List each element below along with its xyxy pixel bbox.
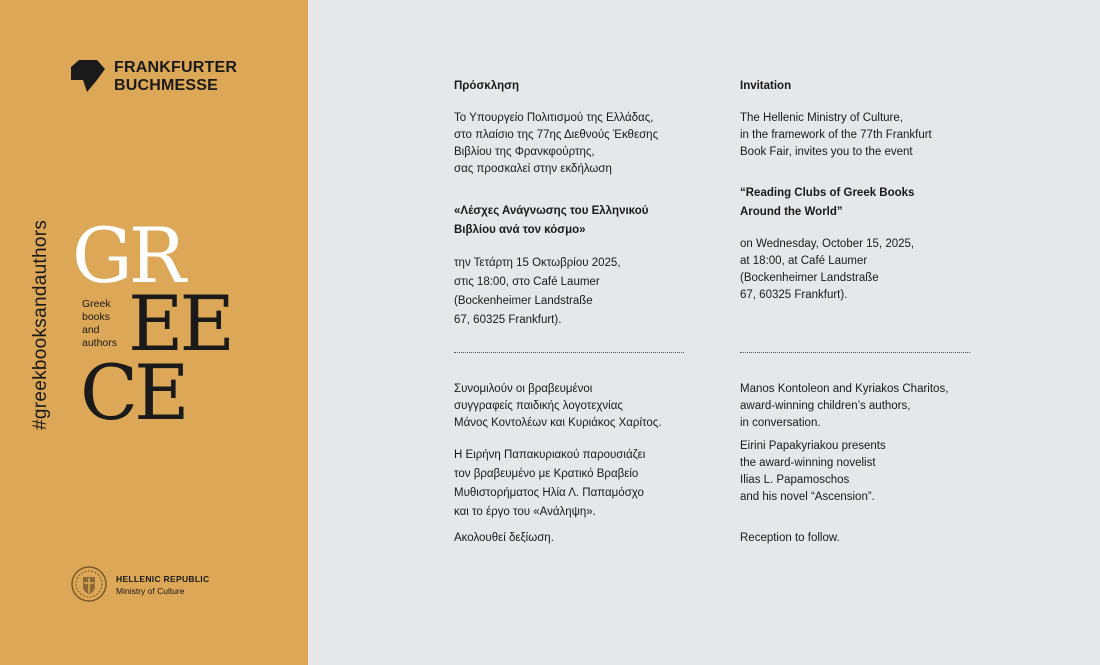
greek-speakers: Συνομιλούν οι βραβευμένοι συγγραφείς παιδικής λογοτεχνίας Μάνος Κοντολέων και Κυριάκος Χαρίτος. (454, 383, 662, 429)
greece-gr: GR (72, 211, 182, 300)
left-panel (0, 0, 308, 665)
hellenic-republic-seal-icon (71, 566, 107, 602)
english-divider (740, 352, 970, 353)
greek-intro: Το Υπουργείο Πολιτισμού της Ελλάδας, στο πλαίσιο της 77ης Διεθνούς Έκθεσης Βιβλίου της Φρανκφούρτης, σας προσκαλεί στην εκδήλωση (454, 112, 659, 175)
greek-title: Πρόσκληση (454, 80, 520, 92)
english-intro: The Hellenic Ministry of Culture, in the framework of the 77th Frankfurt Book Fair, invites you to the event (740, 112, 932, 158)
subtitle-line-3: and (82, 324, 100, 336)
greek-presenter: Η Ειρήνη Παπακυριακού παρουσιάζει τον βραβευμένο με Κρατικό Βραβείο Μυθιστορήματος Ηλία Λ. Παπαμόσχο και το έργο του «Ανάληψη». (454, 449, 646, 518)
english-details: on Wednesday, October 15, 2025, at 18:00, at Café Laumer (Bockenheimer Landstraße 67, 60325 Frankfurt). (740, 238, 915, 301)
subtitle-line-4: authors (82, 337, 118, 349)
greece-ce: CE (80, 348, 186, 437)
subtitle-line-1: Greek (82, 298, 111, 310)
english-speakers: Manos Kontoleon and Kyriakos Charitos, award-winning children’s authors, in conversation. (740, 383, 949, 429)
greece-subtitle (82, 298, 117, 350)
greek-divider (454, 352, 684, 353)
logo-line-2: BUCHMESSE (114, 77, 219, 94)
greece-ee: EE (128, 279, 231, 368)
logo-line-1: FRANKFURTER (114, 59, 238, 76)
ministry-label (116, 573, 209, 597)
hellenic-republic-label: HELLENIC REPUBLIC (116, 574, 210, 584)
greek-details: την Τετάρτη 15 Οκτωβρίου 2025, στις 18:00, στο Café Laumer (Bockenheimer Landstraße 67, 60325 Frankfurt). (454, 257, 621, 326)
greece-wordmark (0, 0, 308, 665)
greek-event-name: «Λέσχες Ανάγνωσης του Ελληνικού Βιβλίου ανά τον κόσμο» (454, 205, 649, 236)
english-title: Invitation (740, 80, 792, 92)
subtitle-line-2: books (82, 311, 111, 323)
hashtag: #greekbooksandauthors (30, 219, 51, 430)
english-reception: Reception to follow. (740, 532, 840, 544)
greek-reception: Ακολουθεί δεξίωση. (454, 532, 554, 544)
english-presenter: Eirini Papakyriakou presents the award-winning novelist Ilias L. Papamoschos and his novel “Ascension”. (740, 440, 886, 503)
english-event-name: “Reading Clubs of Greek Books Around the World” (740, 187, 915, 218)
ministry-of-culture-label: Ministry of Culture (116, 586, 185, 596)
right-panel (308, 0, 1100, 665)
